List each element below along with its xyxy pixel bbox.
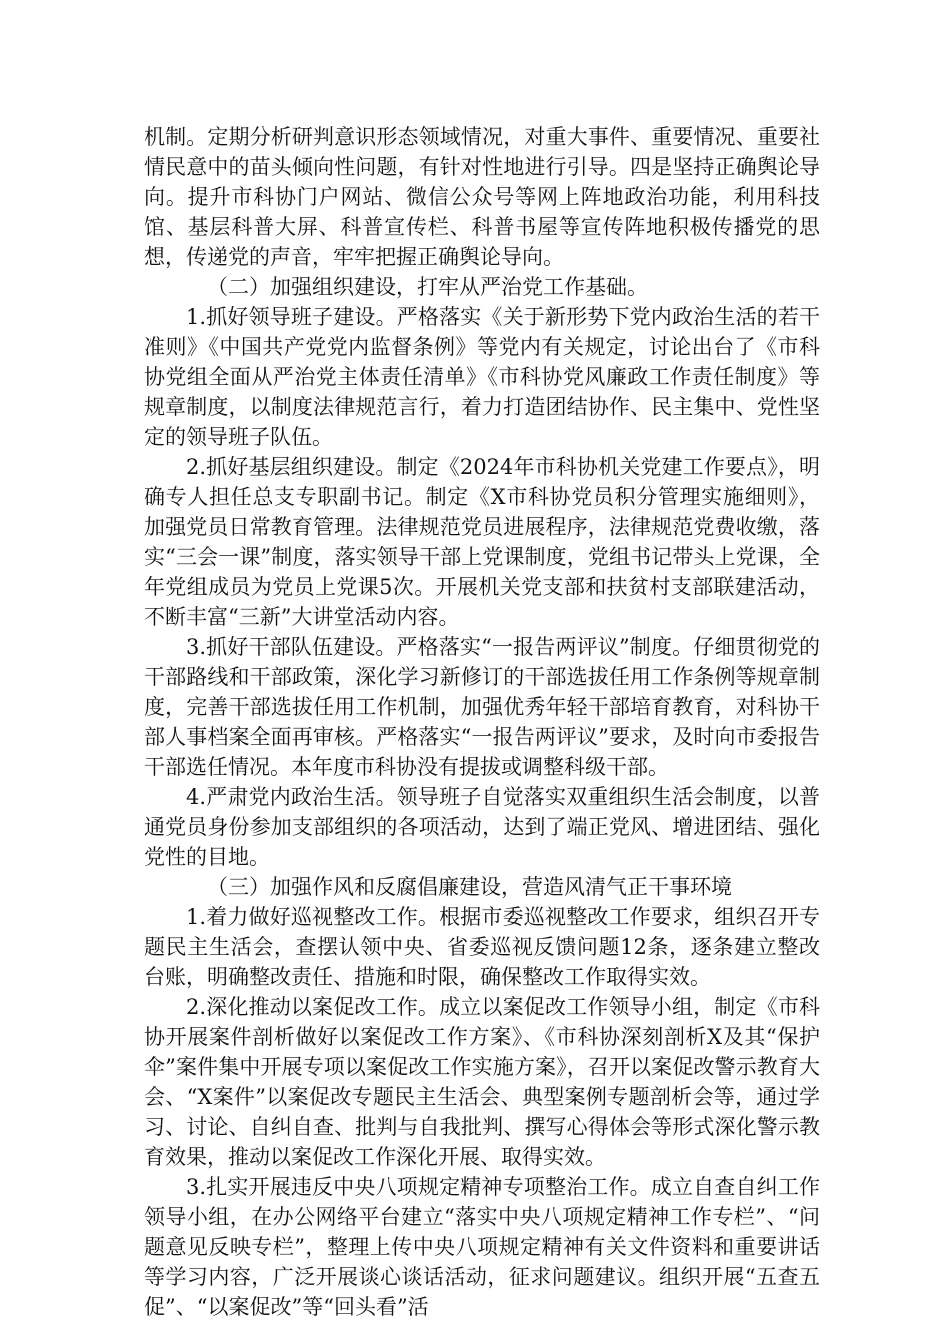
- paragraph-item-3-2: 2.深化推动以案促改工作。成立以案促改工作领导小组，制定《市科协开展案件剖析做好以案促改工作方案》、《市科协深刻剖析X及其“保护伞”案件集中开展专项以案促改工作实施方案》，召开以案促改警示教育大会、“X案件”以案促改专题民主生活会、典型案例专题剖析会等，通过学习、讨论、自纠自查、批判与自我批判、撰写心得体会等形式深化警示教育效果，推动以案促改工作深化开展、取得实效。: [144, 995, 820, 1169]
- section-heading-3: （三）加强作风和反腐倡廉建设，营造风清气正干事环境: [207, 875, 732, 899]
- paragraph-item-2-2: 2.抓好基层组织建设。制定《2024年市科协机关党建工作要点》，明确专人担任总支专职副书记。制定《X市科协党员积分管理实施细则》，加强党员日常教育管理。法律规范党员进展程序，法律规范党费收缴，落实“三会一课”制度，落实领导干部上党课制度，党组书记带头上党课，全年党组成员为党员上党课5次。开展机关党支部和扶贫村支部联建活动，不断丰富“三新”大讲堂活动内容。: [144, 455, 820, 629]
- paragraph-continuation: 机制。定期分析研判意识形态领域情况，对重大事件、重要情况、重要社情民意中的苗头倾向性问题，有针对性地进行引导。四是坚持正确舆论导向。提升市科协门户网站、微信公众号等网上阵地政治功能，利用科技馆、基层科普大屏、科普宣传栏、科普书屋等宣传阵地积极传播党的思想，传递党的声音，牢牢把握正确舆论导向。: [144, 125, 820, 269]
- paragraph-item-3-1: 1.着力做好巡视整改工作。根据市委巡视整改工作要求，组织召开专题民主生活会，查摆认领中央、省委巡视反馈问题12条，逐条建立整改台账，明确整改责任、措施和时限，确保整改工作取得实效。: [144, 905, 820, 989]
- paragraph-item-3-3: 3.扎实开展违反中央八项规定精神专项整治工作。成立自查自纠工作领导小组，在办公网络平台建立“落实中央八项规定精神工作专栏”、“问题意见反映专栏”，整理上传中央八项规定精神有关文件资料和重要讲话等学习内容，广泛开展谈心谈话活动，征求问题建议。组织开展“五查五促”、“以案促改”等“回头看”活: [144, 1175, 820, 1319]
- paragraph-item-2-1: 1.抓好领导班子建设。严格落实《关于新形势下党内政治生活的若干准则》《中国共产党党内监督条例》等党内有关规定，讨论出台了《市科协党组全面从严治党主体责任清单》《市科协党风廉政工作责任制度》等规章制度，以制度法律规范言行，着力打造团结协作、民主集中、党性坚定的领导班子队伍。: [144, 305, 820, 449]
- paragraph-item-2-3: 3.抓好干部队伍建设。严格落实“一报告两评议”制度。仔细贯彻党的干部路线和干部政策，深化学习新修订的干部选拔任用工作条例等规章制度，完善干部选拔任用工作机制，加强优秀年轻干部培育教育，对科协干部人事档案全面再审核。严格落实“一报告两评议”要求，及时向市委报告干部选任情况。本年度市科协没有提拔或调整科级干部。: [144, 635, 820, 779]
- section-heading-2: （二）加强组织建设，打牢从严治党工作基础。: [207, 275, 648, 299]
- paragraph-item-2-4: 4.严肃党内政治生活。领导班子自觉落实双重组织生活会制度，以普通党员身份参加支部组织的各项活动，达到了端正党风、增进团结、强化党性的目地。: [144, 785, 820, 869]
- document-page: [144, 122, 820, 1322]
